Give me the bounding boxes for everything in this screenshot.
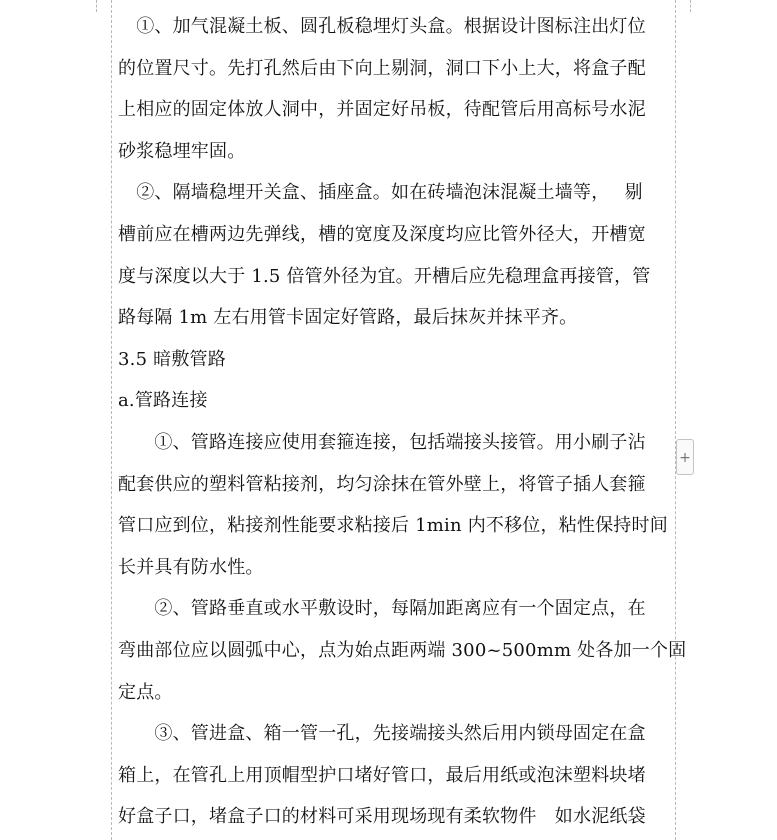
margin-guide-top-left xyxy=(96,0,97,12)
section-heading: 3.5 暗敷管路 xyxy=(118,348,226,370)
text-line: 长并具有防水性。 xyxy=(118,556,264,578)
margin-guide-top-right xyxy=(690,0,691,12)
expand-icon[interactable]: + xyxy=(676,439,694,475)
margin-guide-left xyxy=(111,0,112,840)
subsection-heading: a.管路连接 xyxy=(118,390,208,412)
text-line: 管口应到位，粘接剂性能要求粘接后 1min 内不移位，粘性保持时间 xyxy=(118,515,668,537)
text-line: 的位置尺寸。先打孔然后由下向上剔洞，洞口下小上大，将盒子配 xyxy=(118,57,646,79)
document-body[interactable] xyxy=(118,6,687,838)
text-line: 配套供应的塑料管粘接剂，均匀涂抹在管外壁上，将管子插人套箍 xyxy=(118,473,646,495)
text-line: 路每隔 1m 左右用管卡固定好管路，最后抹灰并抹平齐。 xyxy=(118,307,578,329)
text-line: ①、加气混凝土板、圆孔板稳埋灯头盒。根据设计图标注出灯位 xyxy=(118,16,646,37)
text-line: 定点。 xyxy=(118,681,173,703)
text-line: 箱上，在管孔上用顶帽型护口堵好管口，最后用纸或泡沫塑料块堵 xyxy=(118,764,646,786)
text-line: 度与深度以大于 1.5 倍管外径为宜。开槽后应先稳理盒再接管，管 xyxy=(118,265,651,287)
text-line: 弯曲部位应以圆弧中心，点为始点距两端 300~500mm 处各加一个固 xyxy=(118,639,687,661)
text-line: ②、隔墙稳埋开关盒、插座盒。如在砖墙泡沫混凝土墙等， 剔 xyxy=(118,182,643,204)
text-line: ③、管进盒、箱一管一孔，先接端接头然后用内锁母固定在盒 xyxy=(118,723,646,745)
text-line: ①、管路连接应使用套箍连接，包括端接头接管。用小刷子沾 xyxy=(118,431,646,453)
margin-guide-right xyxy=(675,0,676,840)
text-line: 上相应的固定体放人洞中，并固定好吊板，待配管后用高标号水泥 xyxy=(118,99,646,121)
text-line: 槽前应在槽两边先弹线，槽的宽度及深度均应比管外径大，开槽宽 xyxy=(118,223,646,245)
text-line: ②、管路垂直或水平敷设时，每隔加距离应有一个固定点，在 xyxy=(118,598,646,620)
text-line: 砂浆稳埋牢固。 xyxy=(118,140,246,162)
text-line: 好盒子口，堵盒子口的材料可采用现场现有柔软物件 如水泥纸袋 xyxy=(118,806,646,828)
